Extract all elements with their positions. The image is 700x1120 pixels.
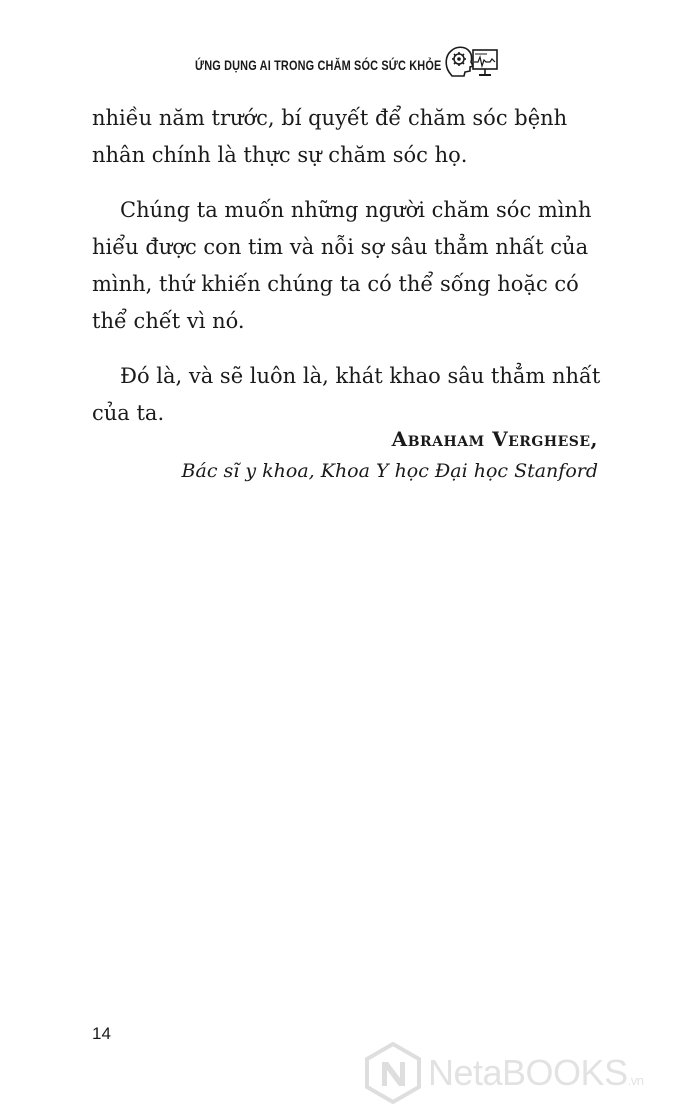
- running-header: [195, 42, 515, 82]
- attribution-title: Bác sĩ y khoa, Khoa Y học Đại học Stanford: [181, 460, 598, 482]
- brain-monitor-icon: [443, 42, 499, 82]
- quote-attribution: [182, 424, 598, 488]
- header-title: ỨNG DỤNG AI TRONG CHĂM SÓC SỨC KHỎE: [195, 57, 442, 73]
- paragraph-continuation: nhiều năm trước, bí quyết để chăm sóc bệnh nhân chính là thực sự chăm sóc họ.: [92, 106, 568, 167]
- netabooks-logo-icon: [364, 1042, 422, 1104]
- watermark-suffix: .vn: [627, 1073, 644, 1088]
- watermark: [364, 1038, 694, 1108]
- paragraph: Chúng ta muốn những người chăm sóc mình hiểu được con tim và nỗi sợ sâu thẳm nhất của mình, thứ khiến chúng ta có thể sống hoặc có thể chết vì nó.: [92, 198, 592, 333]
- body-text: [92, 100, 612, 450]
- paragraph: Đó là, và sẽ luôn là, khát khao sâu thẳm nhất của ta.: [92, 364, 601, 425]
- watermark-text: NetaBOOKS.vn: [428, 1052, 644, 1093]
- page-number: 14: [92, 1024, 111, 1043]
- attribution-author: Abraham Verghese,: [391, 427, 598, 451]
